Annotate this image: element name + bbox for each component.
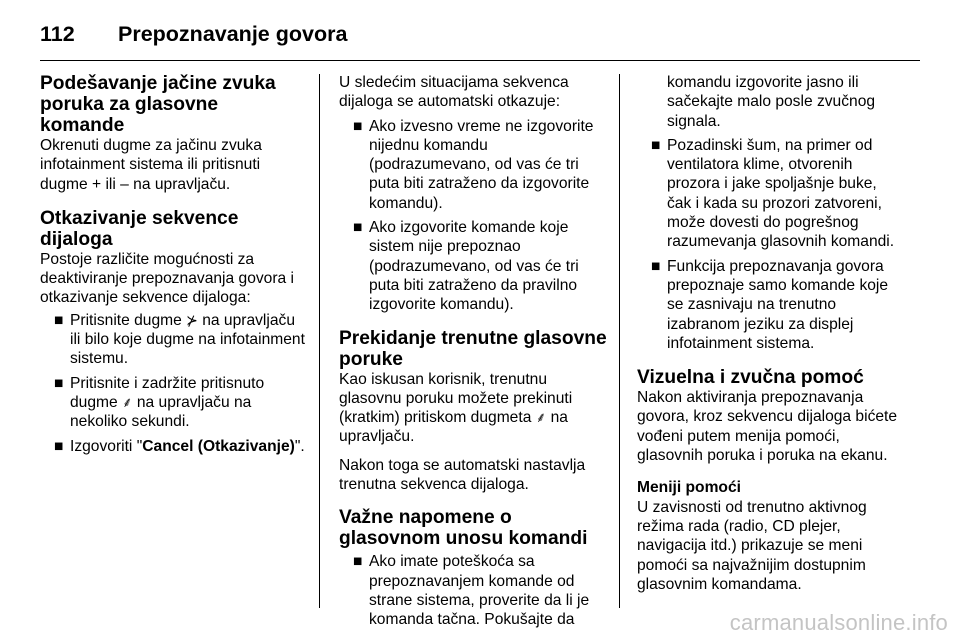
header-rule	[40, 60, 920, 61]
list-item: ■ Ako izgovorite komande koje sistem nije prepoznao (podrazumevano, od vas će tri puta biti zatraženo da pravilno izgovorite komandu).	[353, 219, 579, 314]
column-2	[339, 73, 607, 630]
bullet: ■	[353, 553, 363, 571]
section-heading-important-notes: Važne napomene o glasovnom unosu komandi	[339, 507, 588, 550]
paragraph-continue: Nakon toga se automatski nastavlja trenutna sekvenca dijaloga.	[339, 456, 586, 494]
section-heading-cancel-dialog: Otkazivanje sekvence dijaloga	[40, 207, 239, 250]
bullet: ■	[651, 257, 661, 275]
voice-icon: ⸙	[122, 393, 133, 410]
paragraph-help: Nakon aktiviranja prepoznavanja govora, kroz sekvencu dijaloga bićete vođeni putem menija pomoći, glasovnih poruka i poruka na ekanu.	[637, 389, 898, 465]
paragraph-interrupt: Kao iskusan korisnik, trenutnu glasovnu poruku možete prekinuti (kratkim) pritiskom dugmeta ⸙ na upravljaču.	[339, 370, 573, 446]
section-heading-help: Vizuelna i zvučna pomoć	[637, 367, 864, 389]
list-item: ■ Izgovoriti "Cancel (Otkazivanje)".	[54, 437, 305, 455]
section-heading-volume: Podešavanje jačine zvuka poruka za glasovne komande	[40, 73, 276, 136]
bullet: ■	[54, 374, 64, 392]
bullet: ■	[54, 311, 64, 329]
bullet: ■	[353, 117, 363, 135]
paragraph-cancel-options: Postoje različite mogućnosti za deaktiviranje prepoznavanja govora i otkazivanje sekvence dijaloga:	[40, 250, 294, 307]
page-header	[40, 22, 920, 46]
bullet: ■	[54, 437, 64, 455]
column-divider-1	[319, 74, 320, 608]
list-item: ■ Ako imate poteškoća sa prepoznavanjem komande od strane sistema, proverite da li je komanda tačna. Pokušajte da	[353, 553, 590, 629]
list-item: ■ Pritisnite i zadržite pritisnuto dugme ⸙ na upravljaču na nekoliko sekundi.	[54, 374, 265, 431]
page-title: Prepoznavanje govora	[118, 22, 348, 46]
column-divider-2	[619, 74, 620, 608]
column-1	[40, 73, 306, 456]
list-item: ■ Pritisnite dugme ⊁ na upravljaču ili bilo koje dugme na infotainment sistemu.	[54, 311, 305, 368]
list-item: ■ Ako izvesno vreme ne izgovorite nijednu komandu (podrazumevano, od vas će tri puta biti zatraženo da izgovorite komandu).	[353, 117, 594, 212]
column-3	[637, 73, 905, 594]
command-cancel: Cancel (Otkazivanje)	[142, 437, 295, 455]
voice-off-icon: ⊁	[186, 311, 198, 328]
section-heading-interrupt: Prekidanje trenutne glasovne poruke	[339, 327, 607, 370]
list-item: ■ Pozadinski šum, na primer od ventilatora klime, otvorenih prozora i jake spoljašnje buke, čak i kada su prozori zatvoreni, može dovesti do pogrešnog razumevanja glasovnih komandi.	[651, 136, 895, 251]
bullet: ■	[353, 219, 363, 237]
paragraph-auto-cancel: U sledećim situacijama sekvenca dijaloga se automatski otkazuje:	[339, 74, 569, 111]
bullet: ■	[651, 136, 661, 154]
list-item-continuation: komandu izgovorite jasno ili sačekajte malo posle zvučnog signala.	[667, 74, 876, 130]
page-number: 112	[40, 22, 75, 46]
paragraph-help-menus: U zavisnosti od trenutno aktivnog režima rada (radio, CD plejer, navigacija itd.) prikazuje se meni pomoći sa najvažnijim dostupnim glasovnim komandama.	[637, 498, 867, 593]
subheading-help-menus: Meniji pomoći	[637, 479, 741, 497]
voice-icon: ⸙	[535, 409, 547, 426]
watermark: carmanualsonline.info	[729, 610, 948, 635]
list-item: ■ Funkcija prepoznavanja govora prepoznaje samo komande koje se zasnivaju na trenutno izabranom jeziku za displej infotainment sistema.	[651, 257, 889, 352]
paragraph-volume: Okrenuti dugme za jačinu zvuka infotainment sistema ili pritisnuti dugme + ili – na upravljaču.	[40, 137, 262, 193]
